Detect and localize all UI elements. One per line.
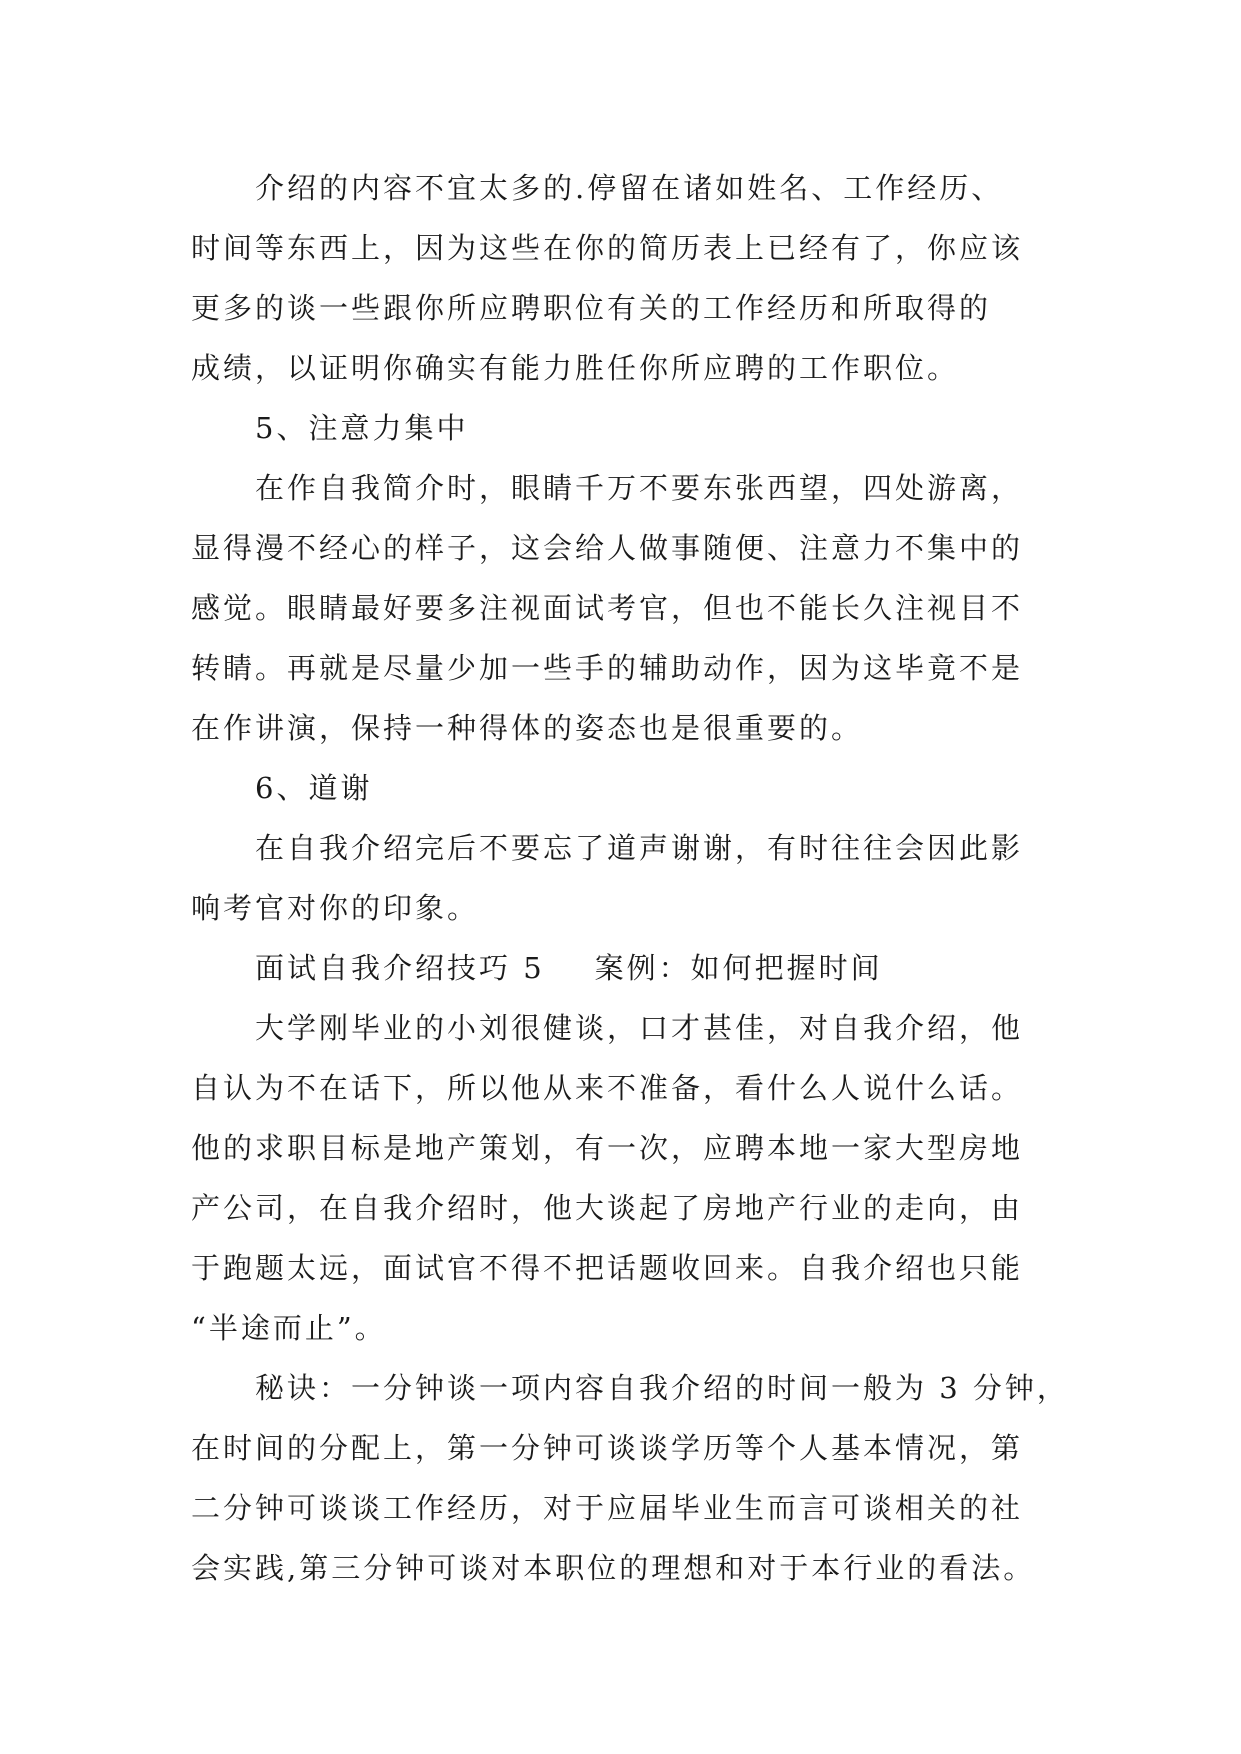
paragraph-case-story bbox=[191, 998, 1061, 1358]
text-line: 显得漫不经心的样子，这会给人做事随便、注意力不集中的 bbox=[191, 531, 1024, 565]
document-body bbox=[191, 158, 1069, 1598]
text-line: 在自我介绍完后不要忘了道声谢谢，有时往往会因此影 bbox=[255, 831, 1024, 865]
text-line: 介绍的内容不宜太多的.停留在诸如姓名、工作经历、 bbox=[255, 171, 1004, 205]
paragraph-concentration bbox=[191, 458, 1061, 758]
paragraph-secret-tip bbox=[191, 1358, 1069, 1598]
paragraph-thanks bbox=[191, 818, 1061, 938]
text-line: 大学刚毕业的小刘很健谈，口才甚佳，对自我介绍，他 bbox=[255, 1011, 1024, 1045]
heading-concentration: 5、注意力集中 bbox=[255, 411, 469, 445]
section-title: 面试自我介绍技巧 5 bbox=[255, 951, 545, 985]
text-line: 响考官对你的印象。 bbox=[191, 891, 480, 925]
text-line: 在作讲演，保持一种得体的姿态也是很重要的。 bbox=[191, 711, 864, 745]
text-line: 于跑题太远，面试官不得不把话题收回来。自我介绍也只能 bbox=[191, 1251, 1024, 1285]
text-line: “半途而止”。 bbox=[191, 1311, 387, 1345]
text-line: 更多的谈一些跟你所应聘职位有关的工作经历和所取得的 bbox=[191, 291, 992, 325]
section-case-title: 案例：如何把握时间 bbox=[594, 951, 883, 985]
text-line: 自认为不在话下，所以他从来不准备，看什么人说什么话。 bbox=[191, 1071, 1024, 1105]
text-line: 他的求职目标是地产策划，有一次，应聘本地一家大型房地 bbox=[191, 1131, 1024, 1165]
section-heading bbox=[191, 938, 1061, 998]
text-line: 二分钟可谈谈工作经历，对于应届毕业生而言可谈相关的社 bbox=[191, 1491, 1024, 1525]
heading-thanks: 6、道谢 bbox=[255, 771, 373, 805]
text-line: 产公司，在自我介绍时，他大谈起了房地产行业的走向，由 bbox=[191, 1191, 1024, 1225]
text-line: 转睛。再就是尽量少加一些手的辅助动作，因为这毕竟不是 bbox=[191, 651, 1024, 685]
text-line: 成绩，以证明你确实有能力胜任你所应聘的工作职位。 bbox=[191, 351, 960, 385]
text-line: 会实践,第三分钟可谈对本职位的理想和对于本行业的看法。 bbox=[191, 1551, 1036, 1585]
text-line: 秘诀：一分钟谈一项内容自我介绍的时间一般为 3 分钟， bbox=[255, 1371, 1069, 1405]
text-line: 感觉。眼睛最好要多注视面试考官，但也不能长久注视目不 bbox=[191, 591, 1024, 625]
paragraph-intro-content bbox=[191, 158, 1061, 398]
text-line: 在时间的分配上，第一分钟可谈谈学历等个人基本情况，第 bbox=[191, 1431, 1024, 1465]
text-line: 在作自我简介时，眼睛千万不要东张西望，四处游离， bbox=[255, 471, 1024, 505]
text-line: 时间等东西上，因为这些在你的简历表上已经有了，你应该 bbox=[191, 231, 1024, 265]
